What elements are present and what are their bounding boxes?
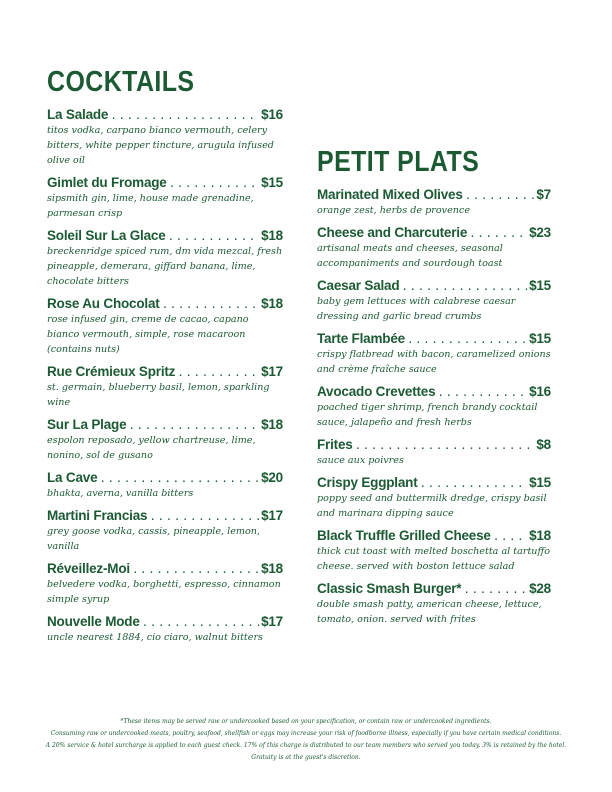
menu-item-header bbox=[317, 384, 551, 399]
menu-item-description: sauce aux poivres bbox=[317, 455, 404, 466]
menu-item-price: $15 bbox=[261, 175, 283, 190]
dot-leader bbox=[149, 511, 259, 522]
menu-item-name: Gimlet du Fromage bbox=[47, 175, 167, 190]
menu-item bbox=[47, 228, 283, 289]
menu-item-price: $20 bbox=[261, 470, 283, 485]
petit-plats-title: PETIT PLATS bbox=[317, 146, 480, 178]
cocktails-title: COCKTAILS bbox=[47, 66, 195, 98]
menu-item bbox=[47, 470, 283, 501]
menu-item-name: La Cave bbox=[47, 470, 98, 485]
menu-item-description: breckenridge spiced rum, dm vida mezcal, fresh pineapple, demerara, giffard banana, lime, chocolate bitters bbox=[47, 246, 283, 287]
menu-item-price: $28 bbox=[529, 581, 551, 596]
menu-item-price: $18 bbox=[261, 228, 283, 243]
dot-leader bbox=[169, 178, 259, 189]
menu-item-header bbox=[317, 437, 551, 452]
menu-item-name: Caesar Salad bbox=[317, 278, 400, 293]
cocktails-list bbox=[47, 107, 283, 645]
menu-item-header bbox=[47, 175, 283, 190]
menu-item bbox=[317, 581, 551, 627]
menu-item-name: Nouvelle Mode bbox=[47, 614, 140, 629]
footer-raw-notice: *These items may be served raw or undercooked based on your specification, or contain raw or undercooked ingredients. bbox=[120, 718, 492, 725]
petit-plats-list bbox=[317, 187, 551, 627]
menu-item-price: $17 bbox=[261, 508, 283, 523]
menu-item-header bbox=[317, 475, 551, 490]
dot-leader bbox=[128, 420, 259, 431]
menu-item-header bbox=[47, 417, 283, 432]
menu-item-name: Martini Francias bbox=[47, 508, 148, 523]
menu-item-price: $17 bbox=[261, 614, 283, 629]
menu-item-name: La Salade bbox=[47, 107, 109, 122]
menu-item bbox=[47, 614, 283, 645]
menu-item-description: uncle nearest 1884, cio ciaro, walnut bitters bbox=[47, 632, 263, 643]
menu-item-name: Crispy Eggplant bbox=[317, 475, 418, 490]
menu-item-name: Tarte Flambée bbox=[317, 331, 405, 346]
menu-item-description: artisanal meats and cheeses, seasonal accompaniments and sourdough toast bbox=[317, 243, 503, 269]
dot-leader bbox=[401, 281, 527, 292]
dot-leader bbox=[437, 387, 527, 398]
menu-item-header bbox=[317, 225, 551, 240]
dot-leader bbox=[355, 440, 535, 451]
menu-item-name: Black Truffle Grilled Cheese bbox=[317, 528, 491, 543]
menu-item-name: Cheese and Charcuterie bbox=[317, 225, 468, 240]
dot-leader bbox=[168, 231, 260, 242]
menu-item-price: $15 bbox=[529, 475, 551, 490]
menu-item-description: thick cut toast with melted boschetta al tartuffo cheese. served with boston lettuce salad bbox=[317, 546, 551, 572]
menu-item bbox=[47, 107, 283, 168]
menu-item-price: $17 bbox=[261, 364, 283, 379]
menu-item-description: espolon reposado, yellow chartreuse, lime, nonino, sol de gusano bbox=[47, 435, 256, 461]
dot-leader bbox=[142, 617, 259, 628]
menu-item-header bbox=[47, 470, 283, 485]
menu-item-description: double smash patty, american cheese, lettuce, tomato, onion. served with frites bbox=[317, 599, 542, 625]
footer-surcharge-notice: A 20% service & hotel surcharge is applied to each guest check. 17% of this charge is distributed to our team members who served you today. 3% is retained by the hotel. bbox=[45, 742, 567, 749]
menu-item-description: crispy flatbread with bacon, caramelized onions and crème fraîche sauce bbox=[317, 349, 551, 375]
menu-item-price: $15 bbox=[529, 331, 551, 346]
menu-item-header bbox=[47, 614, 283, 629]
menu-item-name: Réveillez-Moi bbox=[47, 561, 130, 576]
menu-item-description: st. germain, blueberry basil, lemon, sparkling wine bbox=[47, 382, 270, 408]
menu-item-description: baby gem lettuces with calabrese caesar dressing and garlic bread crumbs bbox=[317, 296, 516, 322]
dot-leader bbox=[407, 334, 527, 345]
footer-health-warning: Consuming raw or undercooked meats, poultry, seafood, shellfish or eggs may increase your risk of foodborne illness, especially if you have certain medical conditions. bbox=[50, 730, 562, 737]
menu-item-header bbox=[47, 296, 283, 311]
menu-item-price: $18 bbox=[261, 417, 283, 432]
menu-item-header bbox=[317, 528, 551, 543]
dot-leader bbox=[110, 110, 259, 121]
menu-item-price: $18 bbox=[261, 561, 283, 576]
menu-item bbox=[317, 187, 551, 218]
menu-item bbox=[317, 437, 551, 468]
dot-leader bbox=[469, 228, 527, 239]
menu-item bbox=[47, 561, 283, 607]
dot-leader bbox=[465, 190, 535, 201]
menu-item-header bbox=[317, 187, 551, 202]
menu-item bbox=[317, 475, 551, 521]
menu-footer bbox=[30, 716, 582, 764]
menu-item bbox=[47, 296, 283, 357]
menu-item-name: Soleil Sur La Glace bbox=[47, 228, 166, 243]
menu-item-name: Classic Smash Burger* bbox=[317, 581, 462, 596]
menu-item-price: $18 bbox=[261, 296, 283, 311]
menu-item-price: $18 bbox=[529, 528, 551, 543]
dot-leader bbox=[99, 473, 259, 484]
menu-item-name: Marinated Mixed Olives bbox=[317, 187, 463, 202]
menu-item-name: Sur La Plage bbox=[47, 417, 127, 432]
menu-item-price: $23 bbox=[529, 225, 551, 240]
menu-item bbox=[47, 508, 283, 554]
menu-item-header bbox=[47, 508, 283, 523]
menu-item-header bbox=[47, 107, 283, 122]
menu-item-header bbox=[47, 561, 283, 576]
dot-leader bbox=[493, 531, 527, 542]
menu-item-description: titos vodka, carpano bianco vermouth, celery bitters, white pepper tincture, arugula infused olive oil bbox=[47, 125, 274, 166]
menu-item-name: Rose Au Chocolat bbox=[47, 296, 160, 311]
menu-item-price: $8 bbox=[536, 437, 551, 452]
menu-item-description: poached tiger shrimp, french brandy cocktail sauce, jalapeño and fresh herbs bbox=[317, 402, 538, 428]
menu-item bbox=[317, 331, 551, 377]
menu-item-header bbox=[317, 581, 551, 596]
dot-leader bbox=[132, 564, 259, 575]
menu-item bbox=[47, 417, 283, 463]
menu-item-description: grey goose vodka, cassis, pineapple, lemon, vanilla bbox=[47, 526, 260, 552]
menu-item-price: $7 bbox=[536, 187, 551, 202]
menu-item-name: Avocado Crevettes bbox=[317, 384, 436, 399]
cocktails-section bbox=[47, 66, 283, 652]
menu-item-description: belvedere vodka, borghetti, espresso, cinnamon simple syrup bbox=[47, 579, 281, 605]
dot-leader bbox=[463, 584, 527, 595]
footer-gratuity-notice: Gratuity is at the guest's discretion. bbox=[251, 754, 361, 761]
menu-item-header bbox=[47, 228, 283, 243]
menu-item-description: bhakta, averna, vanilla bitters bbox=[47, 488, 194, 499]
menu-item-price: $16 bbox=[261, 107, 283, 122]
menu-item bbox=[317, 278, 551, 324]
menu-item-header bbox=[47, 364, 283, 379]
menu-item-price: $15 bbox=[529, 278, 551, 293]
menu-item bbox=[47, 364, 283, 410]
menu-item-name: Rue Crémieux Spritz bbox=[47, 364, 176, 379]
dot-leader bbox=[420, 478, 528, 489]
dot-leader bbox=[177, 367, 259, 378]
menu-item-description: poppy seed and buttermilk dredge, crispy basil and marinara dipping sauce bbox=[317, 493, 547, 519]
menu-item-description: orange zest, herbs de provence bbox=[317, 205, 470, 216]
dot-leader bbox=[162, 299, 260, 310]
menu-item bbox=[317, 528, 551, 574]
menu-item bbox=[47, 175, 283, 221]
menu-item bbox=[317, 384, 551, 430]
menu-item-price: $16 bbox=[529, 384, 551, 399]
menu-item-description: sipsmith gin, lime, house made grenadine, parmesan crisp bbox=[47, 193, 254, 219]
menu-item-name: Frites bbox=[317, 437, 353, 452]
menu-item-header bbox=[317, 331, 551, 346]
menu-item bbox=[317, 225, 551, 271]
menu-item-description: rose infused gin, creme de cacao, capano bianco vermouth, simple, rose macaroon (contains nuts) bbox=[47, 314, 249, 355]
petit-plats-section bbox=[317, 146, 551, 634]
menu-item-header bbox=[317, 278, 551, 293]
